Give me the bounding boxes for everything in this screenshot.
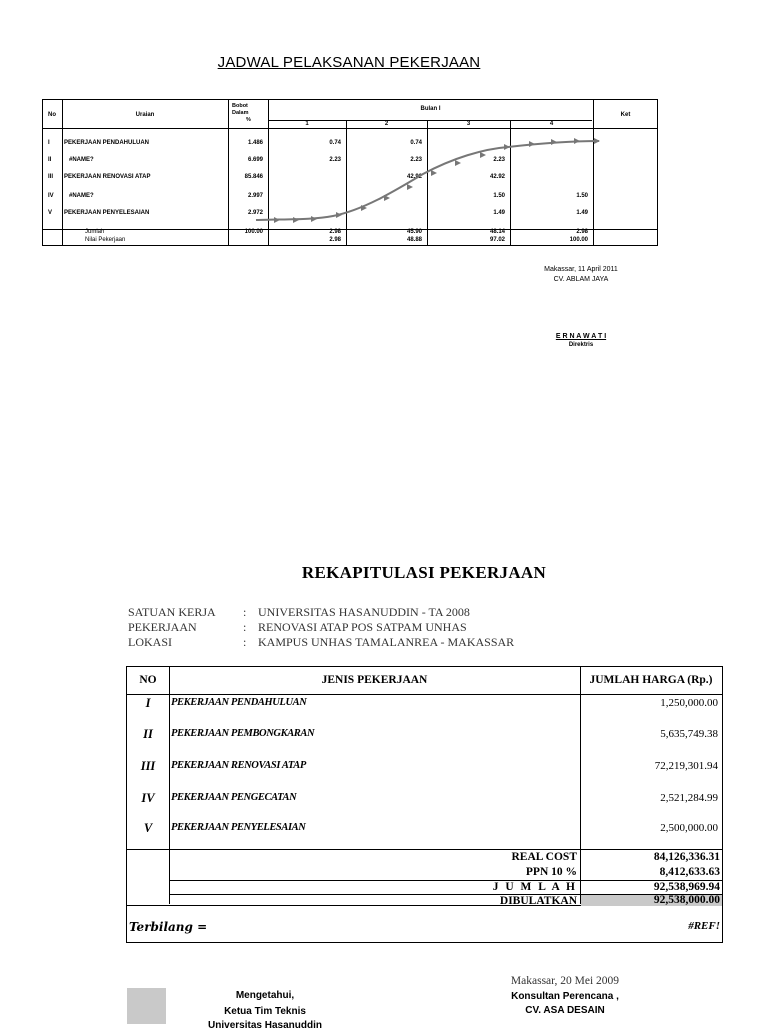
recap-row-harga: 2,500,000.00: [660, 822, 718, 834]
row-uraian: #NAME?: [69, 157, 94, 163]
recap-row-harga: 1,250,000.00: [660, 697, 718, 709]
info-label: SATUAN KERJA: [128, 605, 216, 619]
row-uraian: PEKERJAAN RENOVASI ATAP: [64, 174, 151, 180]
stamp-placeholder: [127, 988, 166, 1024]
jumlah-w4: 2.98: [576, 229, 588, 235]
recap-row-jenis: PEKERJAAN PENDAHULUAN: [171, 697, 307, 708]
nilai-w3: 97.02: [489, 237, 505, 243]
recap-header-no: NO: [139, 674, 157, 686]
recap-row-jenis: PEKERJAAN PEMBONGKARAN: [171, 728, 315, 739]
footer-left-line1: Mengetahui,: [235, 990, 295, 1001]
recap-header-jumlah: JUMLAH HARGA (Rp.): [589, 674, 713, 686]
recap-row-no: V: [143, 821, 153, 835]
summary-label: DIBULATKAN: [499, 895, 577, 907]
row-divider: [127, 694, 722, 695]
row-uraian: #NAME?: [69, 193, 94, 199]
header-week-2: 2: [384, 121, 389, 127]
info-sep: :: [243, 620, 247, 634]
row-bobot: 85.846: [244, 174, 263, 180]
info-value: UNIVERSITAS HASANUDDIN - TA 2008: [258, 605, 470, 619]
recap-row-no: I: [145, 696, 151, 710]
s-curve-line: [256, 141, 599, 220]
row-w2: 2.23: [410, 157, 422, 163]
header-bulan: Bulan I: [420, 106, 441, 112]
recap-header-jenis: JENIS PEKERJAAN: [321, 674, 428, 686]
jumlah-w3: 48.14: [489, 229, 505, 235]
row-uraian: PEKERJAAN PENDAHULUAN: [64, 140, 150, 146]
row-bobot: 1.486: [247, 140, 263, 146]
recap-row-jenis: PEKERJAAN PENGECATAN: [171, 792, 297, 803]
s-curve-markers: [274, 138, 600, 223]
summary-value: 8,412,633.63: [659, 866, 720, 878]
header-uraian: Uraian: [135, 112, 155, 118]
row-w2: 0.74: [410, 140, 422, 146]
terbilang-label: Terbilang =: [129, 920, 208, 934]
info-sep: :: [243, 635, 247, 649]
schedule-signer-name: E R N A W A T I: [555, 333, 607, 340]
row-w4: 1.49: [576, 210, 588, 216]
schedule-place-date: Makassar, 11 April 2011: [544, 266, 618, 273]
row-bobot: 6.699: [247, 157, 263, 163]
row-uraian: PEKERJAAN PENYELESAIAN: [64, 210, 150, 216]
schedule-table: [42, 99, 658, 246]
header-bobot: Bobot: [232, 103, 248, 109]
row-w3: 1.50: [493, 193, 505, 199]
recap-row-harga: 2,521,284.99: [660, 792, 718, 804]
recap-row-jenis: PEKERJAAN RENOVASI ATAP: [171, 760, 306, 771]
summary-label: PPN 10 %: [525, 866, 577, 878]
recap-row-no: III: [140, 759, 156, 773]
row-w3: 2.23: [493, 157, 505, 163]
schedule-title: JADWAL PELAKSANAN PEKERJAAN: [217, 54, 481, 71]
nilai-w1: 2.98: [329, 237, 341, 243]
recap-title: REKAPITULASI PEKERJAAN: [301, 563, 547, 582]
jumlah-w1: 2.98: [329, 229, 341, 235]
row-no: IV: [48, 193, 54, 199]
summary-value: 92,538,000.00: [653, 894, 720, 906]
row-no: III: [48, 174, 54, 180]
row-no: II: [48, 157, 52, 163]
jumlah-bobot: 100.00: [244, 229, 263, 235]
header-week-4: 4: [549, 121, 554, 127]
recap-row-harga: 72,219,301.94: [654, 760, 718, 772]
row-w1: 2.23: [329, 157, 341, 163]
row-bobot: 2.997: [247, 193, 263, 199]
row-w2: 42.92: [406, 174, 422, 180]
row-w1: 0.74: [329, 140, 341, 146]
header-week-3: 3: [466, 121, 471, 127]
row-no: I: [48, 140, 50, 146]
info-value: RENOVASI ATAP POS SATPAM UNHAS: [258, 620, 467, 634]
jumlah-w2: 45.90: [406, 229, 422, 235]
recap-row-harga: 5,635,749.38: [660, 728, 718, 740]
footer-right-line2: CV. ASA DESAIN: [525, 1005, 605, 1016]
footer-place-date: Makassar, 20 Mei 2009: [510, 975, 620, 987]
row-bobot: 2.972: [247, 210, 263, 216]
terbilang-value: #REF!: [688, 920, 720, 932]
footer-left-line3: Universitas Hasanuddin: [208, 1020, 322, 1031]
info-label: PEKERJAAN: [128, 620, 197, 634]
summary-label: REAL COST: [511, 851, 577, 863]
nilai-label: Nilai Pekerjaan: [85, 237, 126, 243]
jumlah-label: Jumlah: [85, 229, 105, 235]
info-value: KAMPUS UNHAS TAMALANREA - MAKASSAR: [258, 635, 515, 649]
row-divider: [127, 849, 722, 850]
header-no: No: [48, 112, 56, 118]
recap-table: [126, 666, 723, 943]
summary-label: J U M L A H: [492, 881, 577, 893]
header-week-1: 1: [305, 121, 309, 127]
header-dalam: Dalam: [232, 110, 249, 116]
summary-value: 84,126,336.31: [653, 851, 720, 863]
col-divider: [169, 667, 170, 904]
recap-row-no: IV: [141, 791, 155, 805]
recap-row-no: II: [143, 727, 153, 741]
footer-left-line2: Ketua Tim Teknis: [224, 1006, 306, 1017]
nilai-w4: 100.00: [569, 237, 588, 243]
recap-row-jenis: PEKERJAAN PENYELESAIAN: [171, 822, 306, 833]
header-percent: %: [246, 117, 251, 123]
info-label: LOKASI: [128, 635, 172, 649]
schedule-signer-role: Direktris: [568, 342, 594, 348]
row-w4: 1.50: [576, 193, 588, 199]
row-w3: 42.92: [489, 174, 505, 180]
schedule-company: CV. ABLAM JAYA: [553, 276, 609, 283]
info-sep: :: [243, 605, 247, 619]
header-ket: Ket: [620, 112, 631, 118]
row-no: V: [48, 210, 53, 216]
row-w3: 1.49: [493, 210, 505, 216]
footer-right-line1: Konsultan Perencana ,: [511, 991, 619, 1002]
summary-value: 92,538,969.94: [653, 881, 720, 893]
nilai-w2: 48.88: [406, 237, 422, 243]
s-curve: [43, 100, 659, 247]
